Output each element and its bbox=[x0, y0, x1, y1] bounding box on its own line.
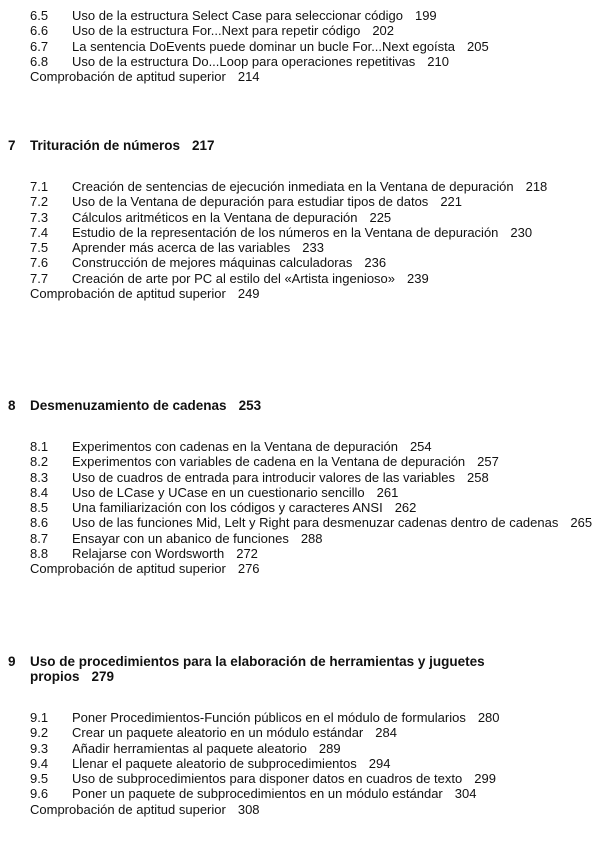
page-number: 233 bbox=[302, 240, 324, 256]
toc-entry-6-5 bbox=[30, 8, 596, 23]
page-number: 218 bbox=[525, 179, 548, 194]
toc-entry-8-3 bbox=[30, 470, 596, 485]
page-number: 304 bbox=[454, 786, 477, 802]
section-title: Uso de subprocedimientos para disponer datos en cuadros de texto bbox=[72, 771, 463, 787]
section-title: Uso de la estructura Select Case para seleccionar código bbox=[72, 8, 403, 23]
page-number: 230 bbox=[510, 224, 533, 240]
section-title: Uso de cuadros de entrada para introducir valores de las variables bbox=[72, 469, 455, 485]
toc-entry-8-7 bbox=[30, 531, 596, 546]
section-title: Cálculos aritméticos en la Ventana de depuración bbox=[72, 209, 358, 225]
toc-entry-7-3 bbox=[30, 210, 596, 225]
section-title: Aprender más acerca de las variables bbox=[72, 240, 291, 256]
toc-entry-8-8 bbox=[30, 546, 596, 561]
toc-entry-7-1 bbox=[30, 179, 596, 194]
section-number: 8.5 bbox=[30, 500, 49, 516]
section-number: 7.7 bbox=[30, 270, 49, 286]
section-number: 9.3 bbox=[30, 740, 49, 756]
page-number: 249 bbox=[237, 286, 260, 302]
self-test-entry bbox=[30, 561, 596, 576]
chapter-7 bbox=[0, 138, 600, 301]
section-title: Llenar el paquete aleatorio de subprocedimientos bbox=[72, 755, 357, 771]
page-number: 199 bbox=[414, 8, 437, 23]
section-number: 9.6 bbox=[30, 786, 49, 802]
page-number: 221 bbox=[440, 194, 463, 210]
page-number: 308 bbox=[237, 801, 260, 817]
self-test-label: Comprobación de aptitud superior bbox=[30, 69, 226, 85]
self-test-label: Comprobación de aptitud superior bbox=[30, 286, 226, 302]
page-number: 205 bbox=[467, 38, 489, 54]
chapter-number: 7 bbox=[8, 138, 16, 153]
section-title: Uso de LCase y UCase en un cuestionario sencillo bbox=[72, 484, 365, 500]
section-title: Experimentos con variables de cadena en la Ventana de depuración bbox=[72, 454, 466, 470]
section-number: 7.2 bbox=[30, 194, 49, 210]
page-number: 214 bbox=[237, 69, 260, 85]
section-title: Uso de la estructura Do...Loop para operaciones repetitivas bbox=[72, 53, 416, 69]
section-number: 6.8 bbox=[30, 53, 49, 69]
toc-entry-8-5 bbox=[30, 500, 596, 515]
page-number: 280 bbox=[477, 710, 500, 725]
section-number: 9.5 bbox=[30, 771, 49, 787]
section-title: Uso de la Ventana de depuración para estudiar tipos de datos bbox=[72, 194, 429, 210]
section-title: Uso de las funciones Mid, Lelt y Right para desmenuzar cadenas dentro de cadenas bbox=[72, 515, 559, 531]
toc-entry-7-5 bbox=[30, 240, 596, 255]
toc-entry-8-1 bbox=[30, 439, 596, 454]
self-test-entry bbox=[30, 802, 596, 817]
page-number: 261 bbox=[376, 484, 399, 500]
toc-entry-9-5 bbox=[30, 771, 596, 786]
page-number: 262 bbox=[394, 500, 417, 516]
section-title: Uso de la estructura For...Next para repetir código bbox=[72, 23, 361, 39]
section-number: 9.1 bbox=[30, 710, 49, 725]
page-number: 225 bbox=[369, 209, 392, 225]
page-number: 257 bbox=[477, 454, 499, 470]
toc-entry-9-1 bbox=[30, 710, 596, 725]
page-number: 258 bbox=[467, 469, 489, 485]
page-number: 272 bbox=[236, 546, 258, 562]
section-number: 6.5 bbox=[30, 8, 49, 23]
section-number: 7.6 bbox=[30, 255, 49, 271]
page-number: 276 bbox=[237, 561, 260, 577]
chapter-heading bbox=[0, 654, 600, 684]
section-number: 6.7 bbox=[30, 38, 49, 54]
page-number: 284 bbox=[375, 725, 397, 741]
section-list bbox=[30, 710, 596, 817]
page-number: 265 bbox=[570, 515, 593, 531]
chapter-number: 8 bbox=[8, 398, 16, 413]
section-list bbox=[30, 179, 596, 301]
toc-entry-7-6 bbox=[30, 255, 596, 270]
chapter-page: 253 bbox=[238, 398, 262, 413]
toc-entry-6-6 bbox=[30, 23, 596, 38]
toc-entry-8-6 bbox=[30, 515, 596, 530]
chapter-6-continued bbox=[30, 8, 596, 84]
section-title: Poner Procedimientos-Función públicos en el módulo de formularios bbox=[72, 710, 466, 725]
page-number: 202 bbox=[372, 23, 395, 39]
section-number: 8.6 bbox=[30, 515, 49, 531]
page-number: 236 bbox=[364, 255, 387, 271]
section-number: 7.1 bbox=[30, 179, 49, 194]
section-title: La sentencia DoEvents puede dominar un bucle For...Next egoísta bbox=[72, 38, 456, 54]
section-number: 8.8 bbox=[30, 546, 49, 562]
self-test-entry bbox=[30, 286, 596, 301]
self-test-label: Comprobación de aptitud superior bbox=[30, 801, 226, 817]
section-title: Poner un paquete de subprocedimientos en un módulo estándar bbox=[72, 786, 443, 802]
toc-entry-6-8 bbox=[30, 54, 596, 69]
section-number: 8.2 bbox=[30, 454, 49, 470]
chapter-page: 279 bbox=[91, 669, 115, 684]
section-number: 8.4 bbox=[30, 484, 49, 500]
page-number: 294 bbox=[368, 755, 391, 771]
chapter-page: 217 bbox=[192, 138, 215, 153]
section-title: Crear un paquete aleatorio en un módulo estándar bbox=[72, 725, 364, 741]
toc-entry-9-4 bbox=[30, 756, 596, 771]
page-number: 289 bbox=[318, 740, 341, 756]
chapter-9 bbox=[0, 654, 600, 817]
self-test-entry bbox=[30, 69, 596, 84]
section-title: Construcción de mejores máquinas calculadoras bbox=[72, 255, 353, 271]
section-number: 8.3 bbox=[30, 469, 49, 485]
section-title: Relajarse con Wordsworth bbox=[72, 546, 225, 562]
section-number: 9.2 bbox=[30, 725, 49, 741]
section-number: 7.4 bbox=[30, 224, 49, 240]
page-number: 299 bbox=[474, 771, 496, 787]
section-number: 9.4 bbox=[30, 755, 49, 771]
chapter-heading bbox=[0, 138, 600, 153]
chapter-title: Desmenuzamiento de cadenas bbox=[30, 398, 227, 413]
section-title: Experimentos con cadenas en la Ventana de depuración bbox=[72, 439, 398, 454]
section-title: Añadir herramientas al paquete aleatorio bbox=[72, 740, 307, 756]
chapter-title: Trituración de números bbox=[30, 138, 181, 153]
chapter-heading bbox=[0, 398, 600, 413]
toc-entry-7-7 bbox=[30, 271, 596, 286]
section-title: Creación de sentencias de ejecución inmediata en la Ventana de depuración bbox=[72, 179, 514, 194]
toc-entry-7-4 bbox=[30, 225, 596, 240]
page-number: 239 bbox=[407, 270, 429, 286]
toc-entry-6-7 bbox=[30, 39, 596, 54]
chapter-8 bbox=[0, 398, 600, 577]
section-title: Estudio de la representación de los números en la Ventana de depuración bbox=[72, 224, 499, 240]
section-title: Ensayar con un abanico de funciones bbox=[72, 530, 289, 546]
page-number: 254 bbox=[409, 439, 432, 454]
toc-entry-8-2 bbox=[30, 454, 596, 469]
section-number: 6.6 bbox=[30, 23, 49, 39]
section-title: Creación de arte por PC al estilo del «Artista ingenioso» bbox=[72, 270, 396, 286]
chapter-number: 9 bbox=[8, 654, 16, 669]
section-number: 7.3 bbox=[30, 209, 49, 225]
toc-entry-9-3 bbox=[30, 741, 596, 756]
chapter-title: Uso de procedimientos para la elaboración de herramientas y juguetes propios bbox=[30, 654, 485, 684]
toc-entry-9-6 bbox=[30, 786, 596, 801]
toc-entry-9-2 bbox=[30, 725, 596, 740]
section-number: 7.5 bbox=[30, 240, 49, 256]
toc-entry-7-2 bbox=[30, 194, 596, 209]
section-title: Una familiarización con los códigos y caracteres ANSI bbox=[72, 500, 383, 516]
section-number: 8.7 bbox=[30, 530, 49, 546]
section-list bbox=[30, 439, 596, 577]
page-number: 288 bbox=[300, 530, 323, 546]
self-test-label: Comprobación de aptitud superior bbox=[30, 561, 226, 577]
toc-entry-8-4 bbox=[30, 485, 596, 500]
page-number: 210 bbox=[427, 53, 449, 69]
section-number: 8.1 bbox=[30, 439, 49, 454]
